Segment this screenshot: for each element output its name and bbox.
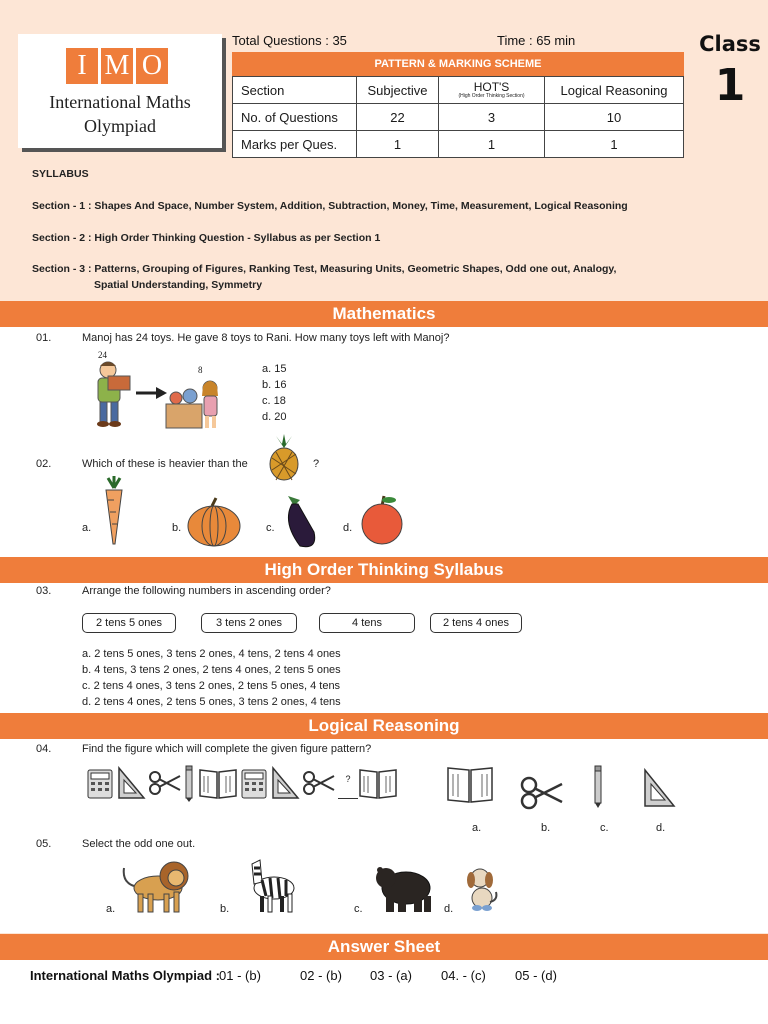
q1-option-a: a. 15 (262, 363, 287, 375)
pencil-icon (592, 764, 604, 808)
table-cell: 1 (357, 131, 439, 158)
book-icon (198, 766, 238, 800)
logo-letter-m: M (101, 48, 133, 84)
q3-number-card: 2 tens 4 ones (430, 613, 522, 633)
q1-option-b: b. 16 (262, 379, 287, 391)
pineapple-icon (264, 434, 304, 482)
q5-option-a: a. (106, 903, 116, 915)
q2-option-d: d. (343, 522, 353, 534)
logo-letter-o: O (136, 48, 168, 84)
q3-text: Arrange the following numbers in ascending order? (82, 585, 331, 597)
q2-option-a: a. (82, 522, 92, 534)
q5-option-c: c. (354, 903, 363, 915)
table-cell-hots (439, 77, 545, 104)
table-row (233, 104, 684, 131)
q4-number: 04. (36, 743, 52, 755)
syllabus-section-3: Section - 3 : Patterns, Grouping of Figures, Ranking Test, Measuring Units, Geometric Shapes, Odd one out, Analogy, (32, 263, 617, 275)
answer-item: 05 - (d) (515, 968, 557, 983)
table-cell: Marks per Ques. (233, 131, 357, 158)
q5-option-d: d. (444, 903, 454, 915)
table-cell: 1 (545, 131, 684, 158)
syllabus-title: SYLLABUS (32, 168, 89, 180)
set-square-icon (116, 766, 146, 800)
total-questions: Total Questions : 35 (232, 33, 347, 48)
girl-with-toys-icon (164, 374, 224, 432)
q4-option-a: a. (472, 822, 482, 834)
q1-label-24: 24 (98, 350, 107, 360)
table-cell: 22 (357, 104, 439, 131)
set-square-icon (270, 766, 300, 800)
table-row (233, 131, 684, 158)
lion-icon (118, 858, 190, 914)
q1-label-8: 8 (198, 365, 203, 375)
logo-name-line2: Olympiad (84, 116, 156, 136)
pencil-icon (184, 764, 194, 802)
answer-label: International Maths Olympiad : (30, 968, 220, 983)
table-cell: Subjective (357, 77, 439, 104)
answer-item: 02 - (b) (300, 968, 342, 983)
section-band-logical: Logical Reasoning (0, 713, 768, 739)
table-cell: No. of Questions (233, 104, 357, 131)
q4-option-b: b. (541, 822, 551, 834)
section-band-answer: Answer Sheet (0, 934, 768, 960)
boy-with-toys-icon (86, 358, 134, 430)
q5-text: Select the odd one out. (82, 838, 196, 850)
q1-text: Manoj has 24 toys. He gave 8 toys to Rani. How many toys left with Manoj? (82, 332, 450, 344)
zebra-icon (238, 856, 302, 914)
imo-logo (18, 34, 222, 148)
class-label: Class (699, 32, 761, 56)
q2-option-c: c. (266, 522, 275, 534)
q4-option-c: c. (600, 822, 609, 834)
q1-option-c: c. 18 (262, 395, 286, 407)
table-cell: Logical Reasoning (545, 77, 684, 104)
set-square-icon (642, 768, 676, 808)
q3-number: 03. (36, 585, 52, 597)
q1-option-d: d. 20 (262, 411, 287, 423)
brinjal-icon (280, 492, 322, 550)
book-icon (446, 764, 494, 804)
table-cell: 3 (439, 104, 545, 131)
q2-option-b: b. (172, 522, 182, 534)
arrow-right-icon (134, 386, 168, 400)
q3-option-d: d. 2 tens 4 ones, 2 tens 5 ones, 3 tens 2 ones, 4 tens (82, 696, 341, 708)
calculator-icon (240, 768, 268, 800)
bear-icon (372, 862, 436, 914)
pattern-blank-mark: ? (345, 774, 351, 784)
syllabus-section-1: Section - 1 : Shapes And Space, Number System, Addition, Subtraction, Money, Time, Measurement, Logical Reasoning (32, 200, 628, 212)
q3-option-c: c. 2 tens 4 ones, 3 tens 2 ones, 2 tens 5 ones, 4 tens (82, 680, 341, 692)
table-cell: 10 (545, 104, 684, 131)
q3-number-card: 3 tens 2 ones (201, 613, 297, 633)
q5-number: 05. (36, 838, 52, 850)
section-band-mathematics: Mathematics (0, 301, 768, 327)
book-icon (358, 766, 398, 800)
hots-label: HOT'S (473, 80, 510, 94)
scissors-icon (520, 776, 564, 810)
logo-letter-i: I (66, 48, 98, 84)
pattern-blank-line (338, 798, 358, 799)
q2-text: Which of these is heavier than the (82, 458, 248, 470)
syllabus-section-2: Section - 2 : High Order Thinking Question - Syllabus as per Section 1 (32, 232, 381, 244)
q3-number-card: 2 tens 5 ones (82, 613, 176, 633)
table-row (233, 77, 684, 104)
marking-scheme-table (232, 76, 684, 158)
calculator-icon (86, 768, 114, 800)
logo-name-line1: International Maths (49, 92, 191, 112)
puppy-icon (464, 866, 500, 912)
table-cell: 1 (439, 131, 545, 158)
answer-item: 03 - (a) (370, 968, 412, 983)
q2-number: 02. (36, 458, 52, 470)
section-band-hots: High Order Thinking Syllabus (0, 557, 768, 583)
q5-option-b: b. (220, 903, 230, 915)
scissors-icon (302, 770, 336, 796)
carrot-icon (98, 476, 130, 546)
scissors-icon (148, 770, 182, 796)
q2-question-mark: ? (313, 458, 320, 470)
q3-option-a: a. 2 tens 5 ones, 3 tens 2 ones, 4 tens, 2 tens 4 ones (82, 648, 341, 660)
answer-item: 04. - (c) (441, 968, 486, 983)
class-number: 1 (714, 60, 746, 111)
hots-sublabel: (High Order Thinking Section) (458, 93, 525, 99)
q4-text: Find the figure which will complete the given figure pattern? (82, 743, 372, 755)
answer-item: 01 - (b) (219, 968, 261, 983)
q1-number: 01. (36, 332, 52, 344)
exam-time: Time : 65 min (497, 33, 576, 48)
syllabus-section-3-cont: Spatial Understanding, Symmetry (94, 279, 263, 291)
apple-icon (358, 494, 406, 546)
q3-number-card: 4 tens (319, 613, 415, 633)
pumpkin-icon (186, 496, 242, 548)
q3-option-b: b. 4 tens, 3 tens 2 ones, 2 tens 4 ones, 2 tens 5 ones (82, 664, 341, 676)
scheme-title: PATTERN & MARKING SCHEME (232, 52, 684, 76)
q4-option-d: d. (656, 822, 666, 834)
table-cell: Section (233, 77, 357, 104)
